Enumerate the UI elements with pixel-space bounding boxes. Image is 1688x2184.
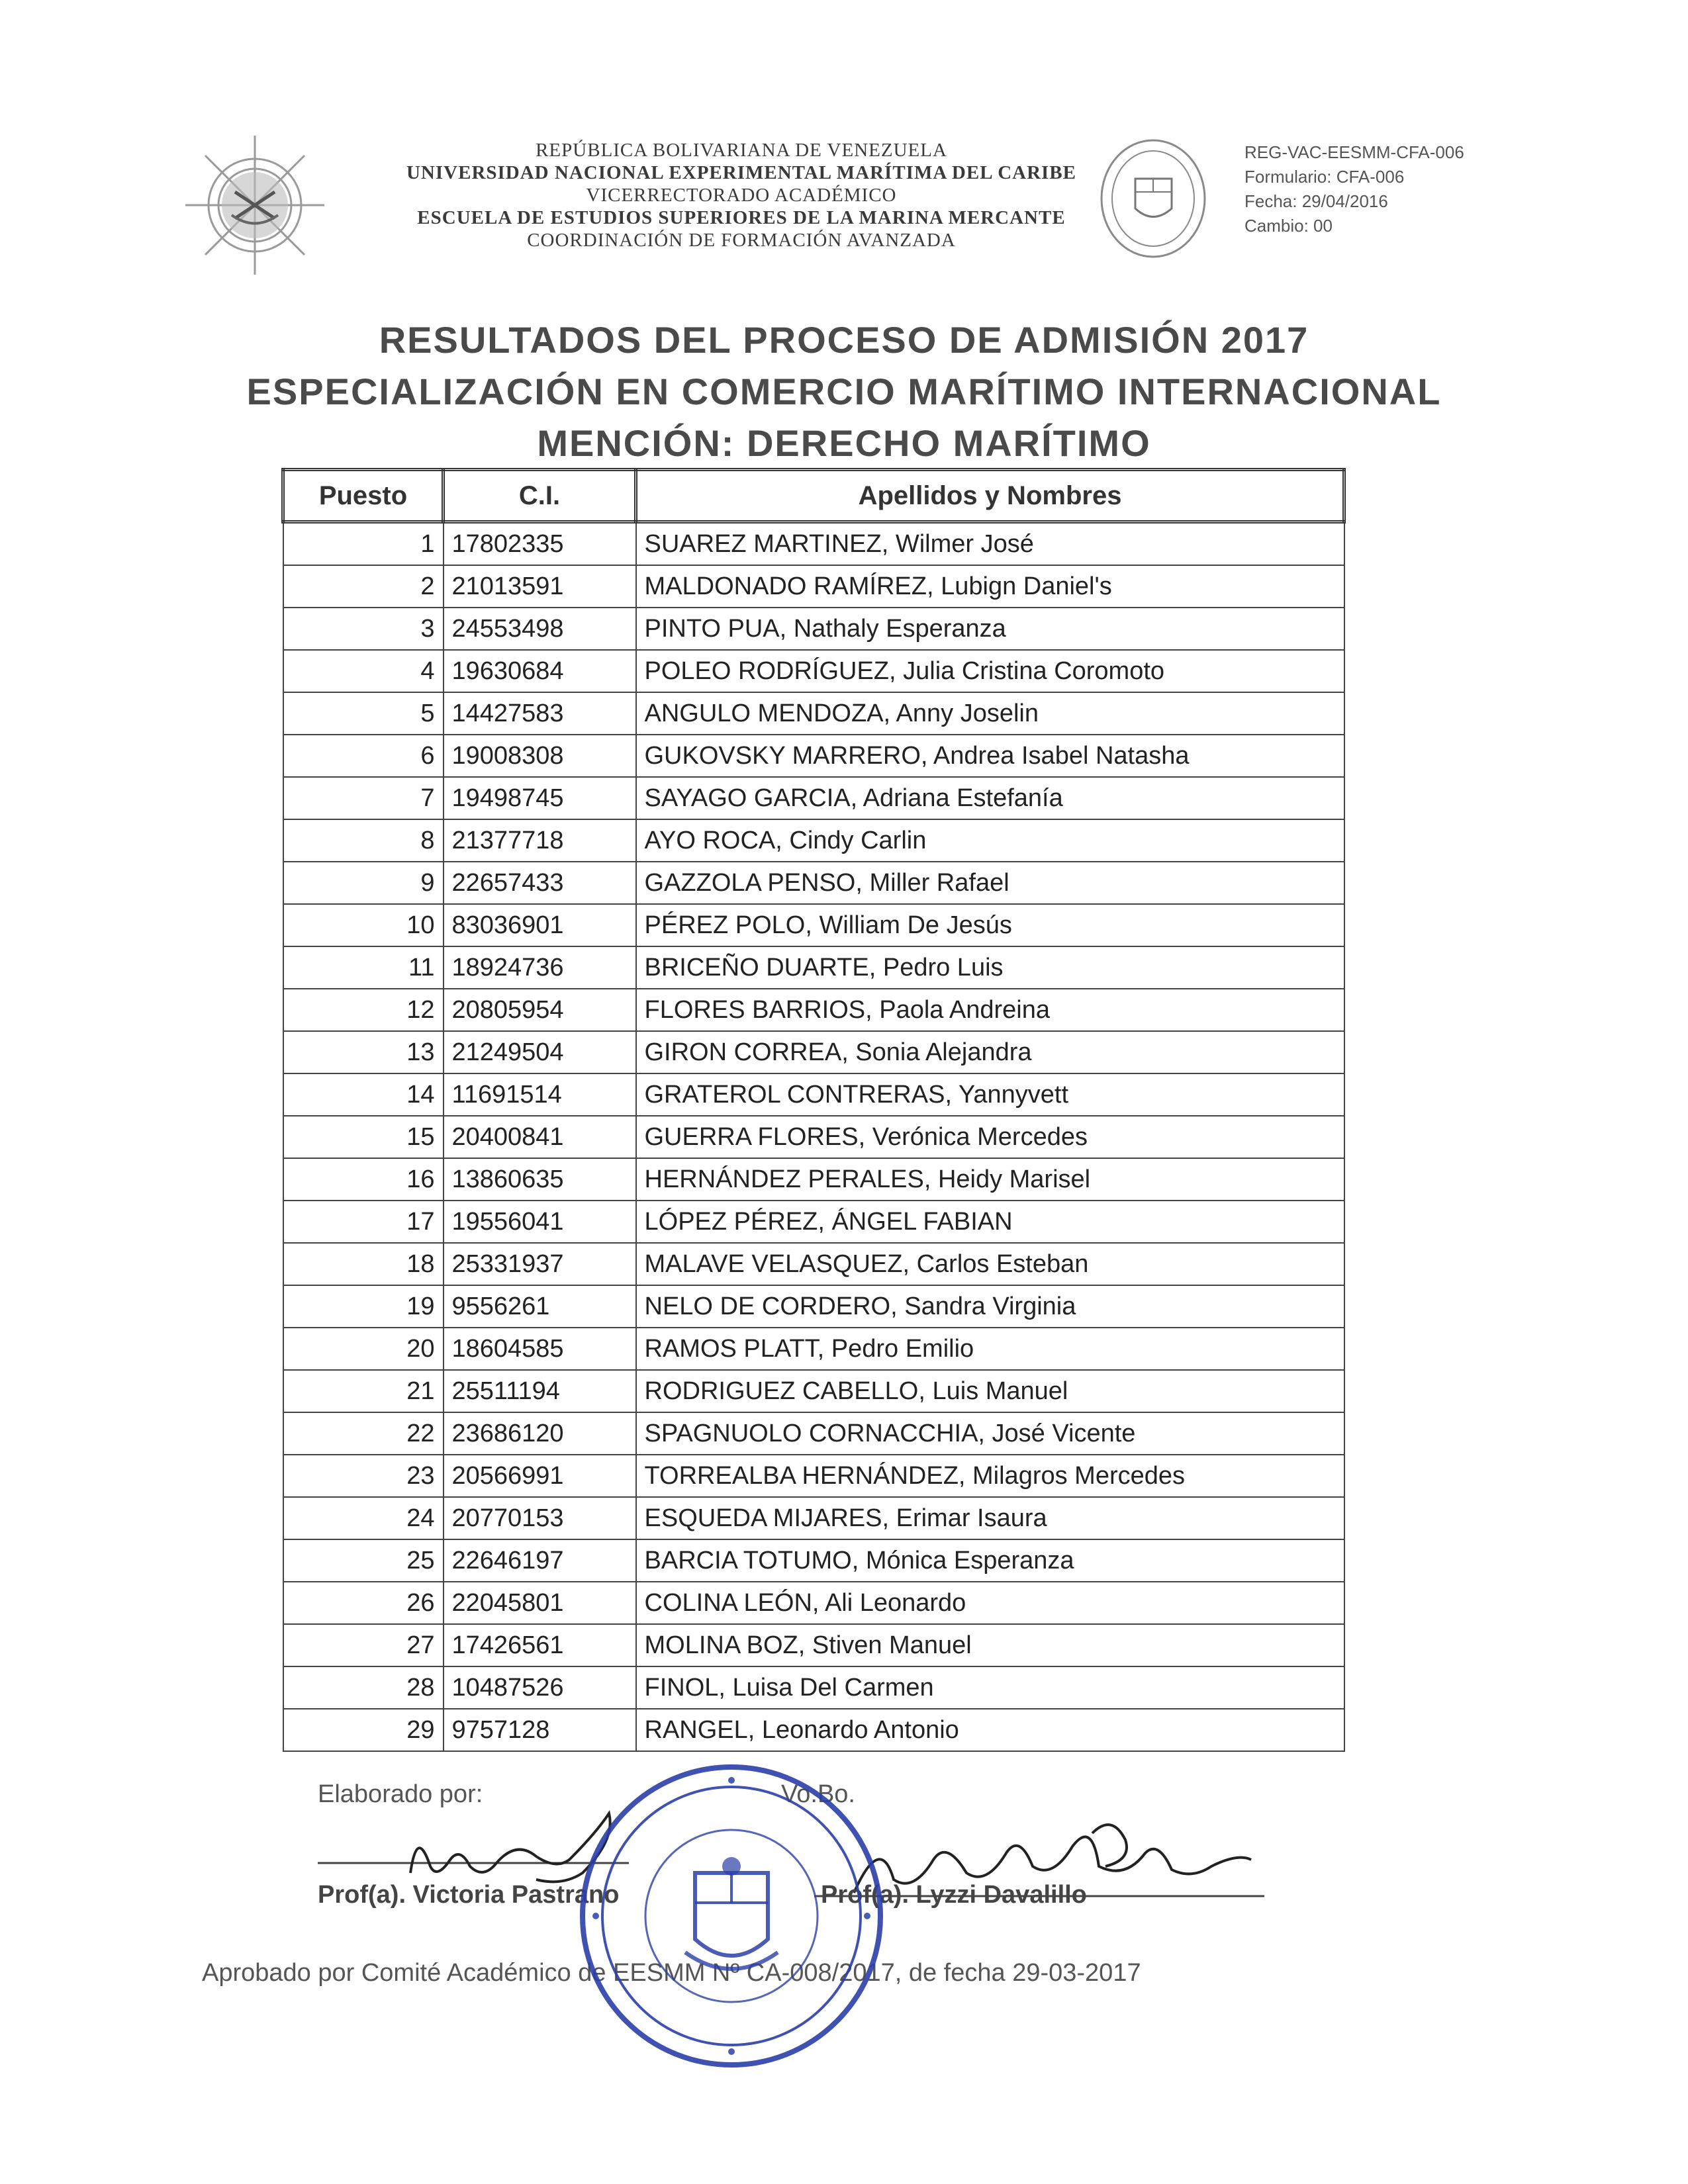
row-ci: 20770153 bbox=[444, 1497, 636, 1539]
row-name: TORREALBA HERNÁNDEZ, Milagros Mercedes bbox=[636, 1455, 1344, 1497]
table-row bbox=[283, 1243, 1344, 1285]
table-row bbox=[283, 946, 1344, 989]
header-line-2: UNIVERSIDAD NACIONAL EXPERIMENTAL MARÍTIMA DEL CARIBE bbox=[406, 162, 1076, 183]
table-row bbox=[283, 1624, 1344, 1666]
row-name: RODRIGUEZ CABELLO, Luis Manuel bbox=[636, 1370, 1344, 1412]
row-name: GUKOVSKY MARRERO, Andrea Isabel Natasha bbox=[636, 735, 1344, 777]
row-puesto: 1 bbox=[283, 522, 444, 566]
row-name: BARCIA TOTUMO, Mónica Esperanza bbox=[636, 1539, 1344, 1582]
row-name: POLEO RODRÍGUEZ, Julia Cristina Coromoto bbox=[636, 650, 1344, 692]
title-line-2: ESPECIALIZACIÓN EN COMERCIO MARÍTIMO INTERNACIONAL bbox=[246, 371, 1442, 412]
row-name: BRICEÑO DUARTE, Pedro Luis bbox=[636, 946, 1344, 989]
table-header-row bbox=[283, 470, 1344, 522]
header-line-4: ESCUELA DE ESTUDIOS SUPERIORES DE LA MARINA MERCANTE bbox=[417, 207, 1066, 228]
row-name: SAYAGO GARCIA, Adriana Estefanía bbox=[636, 777, 1344, 819]
table-row bbox=[283, 1666, 1344, 1709]
row-ci: 24553498 bbox=[444, 608, 636, 650]
header-line-3: VICERRECTORADO ACADÉMICO bbox=[586, 185, 897, 206]
row-ci: 10487526 bbox=[444, 1666, 636, 1709]
row-name: GUERRA FLORES, Verónica Mercedes bbox=[636, 1116, 1344, 1158]
row-ci: 22646197 bbox=[444, 1539, 636, 1582]
row-name: SUAREZ MARTINEZ, Wilmer José bbox=[636, 522, 1344, 566]
table-row bbox=[283, 1073, 1344, 1116]
row-ci: 83036901 bbox=[444, 904, 636, 946]
row-ci: 19008308 bbox=[444, 735, 636, 777]
table-row bbox=[283, 1328, 1344, 1370]
row-puesto: 25 bbox=[283, 1539, 444, 1582]
row-puesto: 28 bbox=[283, 1666, 444, 1709]
row-puesto: 26 bbox=[283, 1582, 444, 1624]
row-name: COLINA LEÓN, Ali Leonardo bbox=[636, 1582, 1344, 1624]
row-puesto: 22 bbox=[283, 1412, 444, 1455]
row-ci: 11691514 bbox=[444, 1073, 636, 1116]
approval-note: Aprobado por Comité Académico de EESMM Nº CA-008/2017, de fecha 29-03-2017 bbox=[202, 1959, 1141, 1987]
row-name: ANGULO MENDOZA, Anny Joselin bbox=[636, 692, 1344, 735]
table-row bbox=[283, 1497, 1344, 1539]
header-puesto: Puesto bbox=[283, 470, 444, 522]
row-ci: 18924736 bbox=[444, 946, 636, 989]
row-puesto: 8 bbox=[283, 819, 444, 862]
row-name: FLORES BARRIOS, Paola Andreina bbox=[636, 989, 1344, 1031]
row-name: NELO DE CORDERO, Sandra Virginia bbox=[636, 1285, 1344, 1328]
header-line-1: REPÚBLICA BOLIVARIANA DE VENEZUELA bbox=[536, 140, 947, 161]
row-puesto: 4 bbox=[283, 650, 444, 692]
table-row bbox=[283, 565, 1344, 608]
row-ci: 20566991 bbox=[444, 1455, 636, 1497]
row-puesto: 12 bbox=[283, 989, 444, 1031]
table-row bbox=[283, 692, 1344, 735]
row-name: MOLINA BOZ, Stiven Manuel bbox=[636, 1624, 1344, 1666]
row-ci: 18604585 bbox=[444, 1328, 636, 1370]
row-ci: 23686120 bbox=[444, 1412, 636, 1455]
table-row bbox=[283, 1539, 1344, 1582]
admission-results-table bbox=[281, 468, 1346, 1752]
row-puesto: 27 bbox=[283, 1624, 444, 1666]
title-line-1: RESULTADOS DEL PROCESO DE ADMISIÓN 2017 bbox=[379, 319, 1309, 361]
row-puesto: 13 bbox=[283, 1031, 444, 1073]
table-row bbox=[283, 1709, 1344, 1751]
row-puesto: 2 bbox=[283, 565, 444, 608]
row-puesto: 6 bbox=[283, 735, 444, 777]
document-title bbox=[0, 314, 1688, 469]
row-puesto: 5 bbox=[283, 692, 444, 735]
row-name: GIRON CORREA, Sonia Alejandra bbox=[636, 1031, 1344, 1073]
row-ci: 22657433 bbox=[444, 862, 636, 904]
table-row bbox=[283, 522, 1344, 566]
elaborado-label: Elaborado por: bbox=[318, 1780, 483, 1808]
table-row bbox=[283, 1201, 1344, 1243]
table-row bbox=[283, 1412, 1344, 1455]
row-ci: 14427583 bbox=[444, 692, 636, 735]
row-puesto: 21 bbox=[283, 1370, 444, 1412]
row-name: AYO ROCA, Cindy Carlin bbox=[636, 819, 1344, 862]
reg-change: Cambio: 00 bbox=[1244, 216, 1333, 236]
row-ci: 21249504 bbox=[444, 1031, 636, 1073]
table-row bbox=[283, 1116, 1344, 1158]
row-ci: 19630684 bbox=[444, 650, 636, 692]
row-name: MALAVE VELASQUEZ, Carlos Esteban bbox=[636, 1243, 1344, 1285]
row-name: HERNÁNDEZ PERALES, Heidy Marisel bbox=[636, 1158, 1344, 1201]
table-row bbox=[283, 1031, 1344, 1073]
row-puesto: 10 bbox=[283, 904, 444, 946]
reg-date: Fecha: 29/04/2016 bbox=[1244, 191, 1388, 211]
title-line-3: MENCIÓN: DERECHO MARÍTIMO bbox=[537, 422, 1151, 464]
row-puesto: 20 bbox=[283, 1328, 444, 1370]
row-puesto: 18 bbox=[283, 1243, 444, 1285]
row-puesto: 15 bbox=[283, 1116, 444, 1158]
row-name: LÓPEZ PÉREZ, ÁNGEL FABIAN bbox=[636, 1201, 1344, 1243]
table-row bbox=[283, 904, 1344, 946]
row-name: PÉREZ POLO, William De Jesús bbox=[636, 904, 1344, 946]
elaborado-name: Prof(a). Victoria Pastrano bbox=[318, 1881, 620, 1909]
row-ci: 20400841 bbox=[444, 1116, 636, 1158]
row-name: SPAGNUOLO CORNACCHIA, José Vicente bbox=[636, 1412, 1344, 1455]
row-name: PINTO PUA, Nathaly Esperanza bbox=[636, 608, 1344, 650]
row-ci: 19556041 bbox=[444, 1201, 636, 1243]
row-puesto: 19 bbox=[283, 1285, 444, 1328]
vobo-label: Vo.Bo. bbox=[781, 1780, 855, 1808]
table-row bbox=[283, 735, 1344, 777]
table-row bbox=[283, 650, 1344, 692]
header-line-5: COORDINACIÓN DE FORMACIÓN AVANZADA bbox=[527, 230, 956, 251]
institution-header bbox=[291, 139, 1192, 251]
row-ci: 22045801 bbox=[444, 1582, 636, 1624]
official-stamp-icon bbox=[576, 1760, 887, 2071]
row-puesto: 23 bbox=[283, 1455, 444, 1497]
row-ci: 17426561 bbox=[444, 1624, 636, 1666]
row-ci: 9757128 bbox=[444, 1709, 636, 1751]
table-row bbox=[283, 1455, 1344, 1497]
table-row bbox=[283, 1370, 1344, 1412]
row-ci: 17802335 bbox=[444, 522, 636, 566]
school-seal-icon bbox=[1099, 136, 1208, 261]
table-row bbox=[283, 989, 1344, 1031]
row-ci: 20805954 bbox=[444, 989, 636, 1031]
row-name: MALDONADO RAMÍREZ, Lubign Daniel's bbox=[636, 565, 1344, 608]
row-name: FINOL, Luisa Del Carmen bbox=[636, 1666, 1344, 1709]
row-puesto: 14 bbox=[283, 1073, 444, 1116]
row-puesto: 24 bbox=[283, 1497, 444, 1539]
registration-info bbox=[1244, 140, 1464, 238]
table-body bbox=[283, 522, 1344, 1752]
row-name: RAMOS PLATT, Pedro Emilio bbox=[636, 1328, 1344, 1370]
row-ci: 19498745 bbox=[444, 777, 636, 819]
table-row bbox=[283, 1158, 1344, 1201]
row-puesto: 16 bbox=[283, 1158, 444, 1201]
row-puesto: 7 bbox=[283, 777, 444, 819]
vobo-name: Prof(a). Lyzzi Davalillo bbox=[821, 1881, 1087, 1909]
row-puesto: 9 bbox=[283, 862, 444, 904]
row-ci: 25331937 bbox=[444, 1243, 636, 1285]
row-ci: 25511194 bbox=[444, 1370, 636, 1412]
row-name: RANGEL, Leonardo Antonio bbox=[636, 1709, 1344, 1751]
table-row bbox=[283, 1285, 1344, 1328]
row-puesto: 29 bbox=[283, 1709, 444, 1751]
reg-form: Formulario: CFA-006 bbox=[1244, 167, 1405, 187]
header-names: Apellidos y Nombres bbox=[636, 470, 1344, 522]
header-ci: C.I. bbox=[444, 470, 636, 522]
reg-code: REG-VAC-EESMM-CFA-006 bbox=[1244, 142, 1464, 162]
table-row bbox=[283, 819, 1344, 862]
row-name: ESQUEDA MIJARES, Erimar Isaura bbox=[636, 1497, 1344, 1539]
row-name: GRATEROL CONTRERAS, Yannyvett bbox=[636, 1073, 1344, 1116]
row-ci: 13860635 bbox=[444, 1158, 636, 1201]
row-ci: 21013591 bbox=[444, 565, 636, 608]
row-ci: 9556261 bbox=[444, 1285, 636, 1328]
table-row bbox=[283, 1582, 1344, 1624]
row-puesto: 3 bbox=[283, 608, 444, 650]
row-name: GAZZOLA PENSO, Miller Rafael bbox=[636, 862, 1344, 904]
row-puesto: 11 bbox=[283, 946, 444, 989]
row-puesto: 17 bbox=[283, 1201, 444, 1243]
table-row bbox=[283, 608, 1344, 650]
row-ci: 21377718 bbox=[444, 819, 636, 862]
table-row bbox=[283, 777, 1344, 819]
table-row bbox=[283, 862, 1344, 904]
